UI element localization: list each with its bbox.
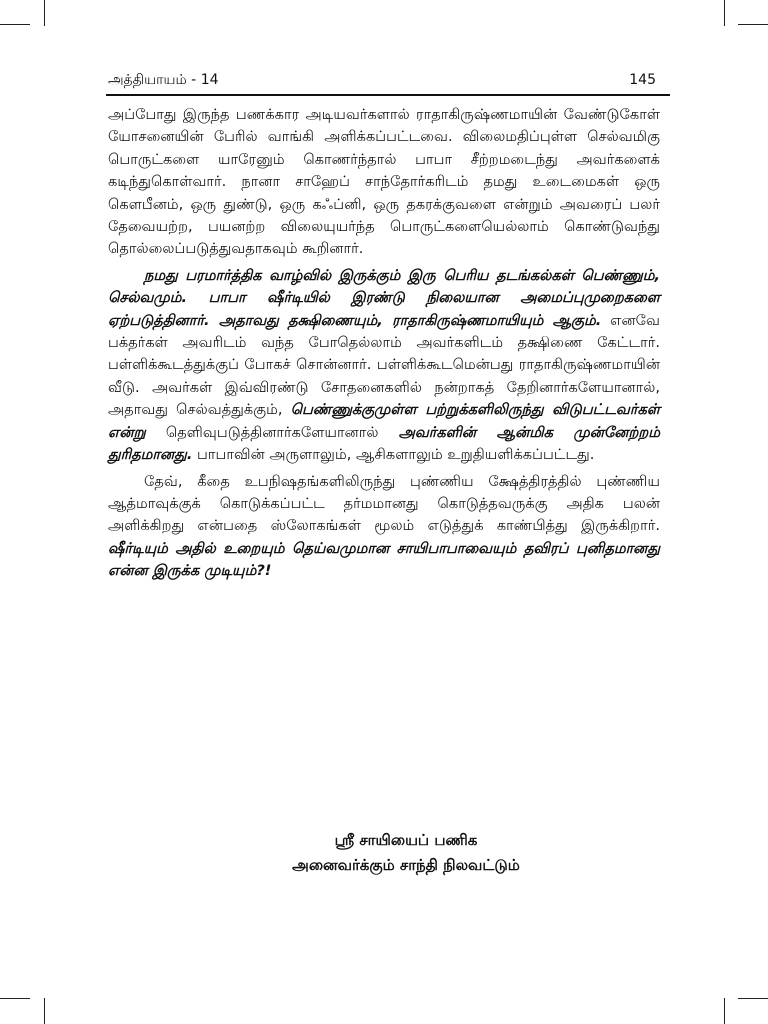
paragraph-2: நமது பரமார்த்திக வாழ்வில் இருக்கும் இரு பெரிய தடங்கல்கள் பெண்ணும், செல்வமும். பாபா ஷீர்டியில் இரண்டு நிலையான அமைப்புமுறைகளை ஏற்படுத்தினார். அதாவது தக்ஷிணையும், ராதாகிருஷ்ணமாயியும் ஆகும். எனவே பக்தர்கள் அவரிடம் வந்த போதெல்லாம் அவர்களிடம் தக்ஷிணை கேட்டார். பள்ளிக்கூடத்துக்குப் போகச் சொன்னார். பள்ளிக்கூடமென்பது ராதாகிருஷ்ணமாயின் வீடு. அவர்கள் இவ்விரண்டு சோதனைகளில் நன்றாகத் தேறினார்களேயானால், அதாவது செல்வத்துக்கும், பெண்ணுக்குமுள்ள பற்றுக்களிலிருந்து விடுபட்டவர்கள் என்று தெளிவுபடுத்தினார்களேயானால் அவர்களின் ஆன்மிக முன்னேற்றம் துரிதமானது. பாபாவின் அருளாலும், ஆசிகளாலும் உறுதியளிக்கப்பட்டது. <box>108 266 660 464</box>
closing-line-1: ஸ்ரீ சாயியைப் பணிக <box>334 831 478 849</box>
running-header <box>108 70 658 92</box>
crop-mark <box>44 998 45 1024</box>
crop-mark <box>724 0 725 26</box>
crop-mark <box>724 998 725 1024</box>
crop-mark <box>0 24 30 25</box>
crop-mark <box>738 24 768 25</box>
paragraph-1: அப்போது இருந்த பணக்கார அடியவர்களால் ராதாகிருஷ்ணமாயின் வேண்டுகோள் யோசனையின் பேரில் வாங்கி அளிக்கப்பட்டவை. விலைமதிப்புள்ள செல்வமிகு பொருட்களை யாரேனும் கொணர்ந்தால் பாபா சீற்றமடைந்து அவர்களைக் கடிந்துகொள்வார். நானா சாஹேப் சாந்தோர்கரிடம் தமது உடைமைகள் ஒரு கௌபீனம், ஒரு துண்டு, ஒரு கஃப்னி, ஒரு தகரக்குவளை என்றும் அவரைப் பலர் தேவையற்ற, பயனற்ற விலையுயர்ந்த பொருட்களையெல்லாம் கொண்டுவந்து தொல்லைப்படுத்துவதாகவும் கூறினார். <box>108 106 660 258</box>
page-number: 145 <box>629 72 656 88</box>
closing-blessing <box>108 828 660 878</box>
chapter-title: அத்தியாயம் - 14 <box>108 72 219 88</box>
page-body <box>108 104 660 587</box>
crop-mark <box>738 998 768 999</box>
crop-mark <box>44 0 45 26</box>
paragraph-3: தேவ், கீதை உபநிஷதங்களிலிருந்து புண்ணிய க்ஷேத்திரத்தில் புண்ணிய ஆத்மாவுக்குக் கொடுக்கப்பட்ட தர்மமானது கொடுத்தவருக்கு அதிக பலன் அளிக்கிறது என்பதை ஸ்லோகங்கள் மூலம் எடுத்துக் காண்பித்து இருக்கிறார். ஷீர்டியும் அதில் உறையும் தெய்வமுமான சாயிபாபாவையும் தவிரப் புனிதமானது என்ன இருக்க முடியும்?! <box>108 472 660 580</box>
header-rule <box>106 94 670 96</box>
crop-mark <box>0 998 30 999</box>
closing-line-2: அனைவர்க்கும் சாந்தி நிலவட்டும் <box>292 856 520 874</box>
